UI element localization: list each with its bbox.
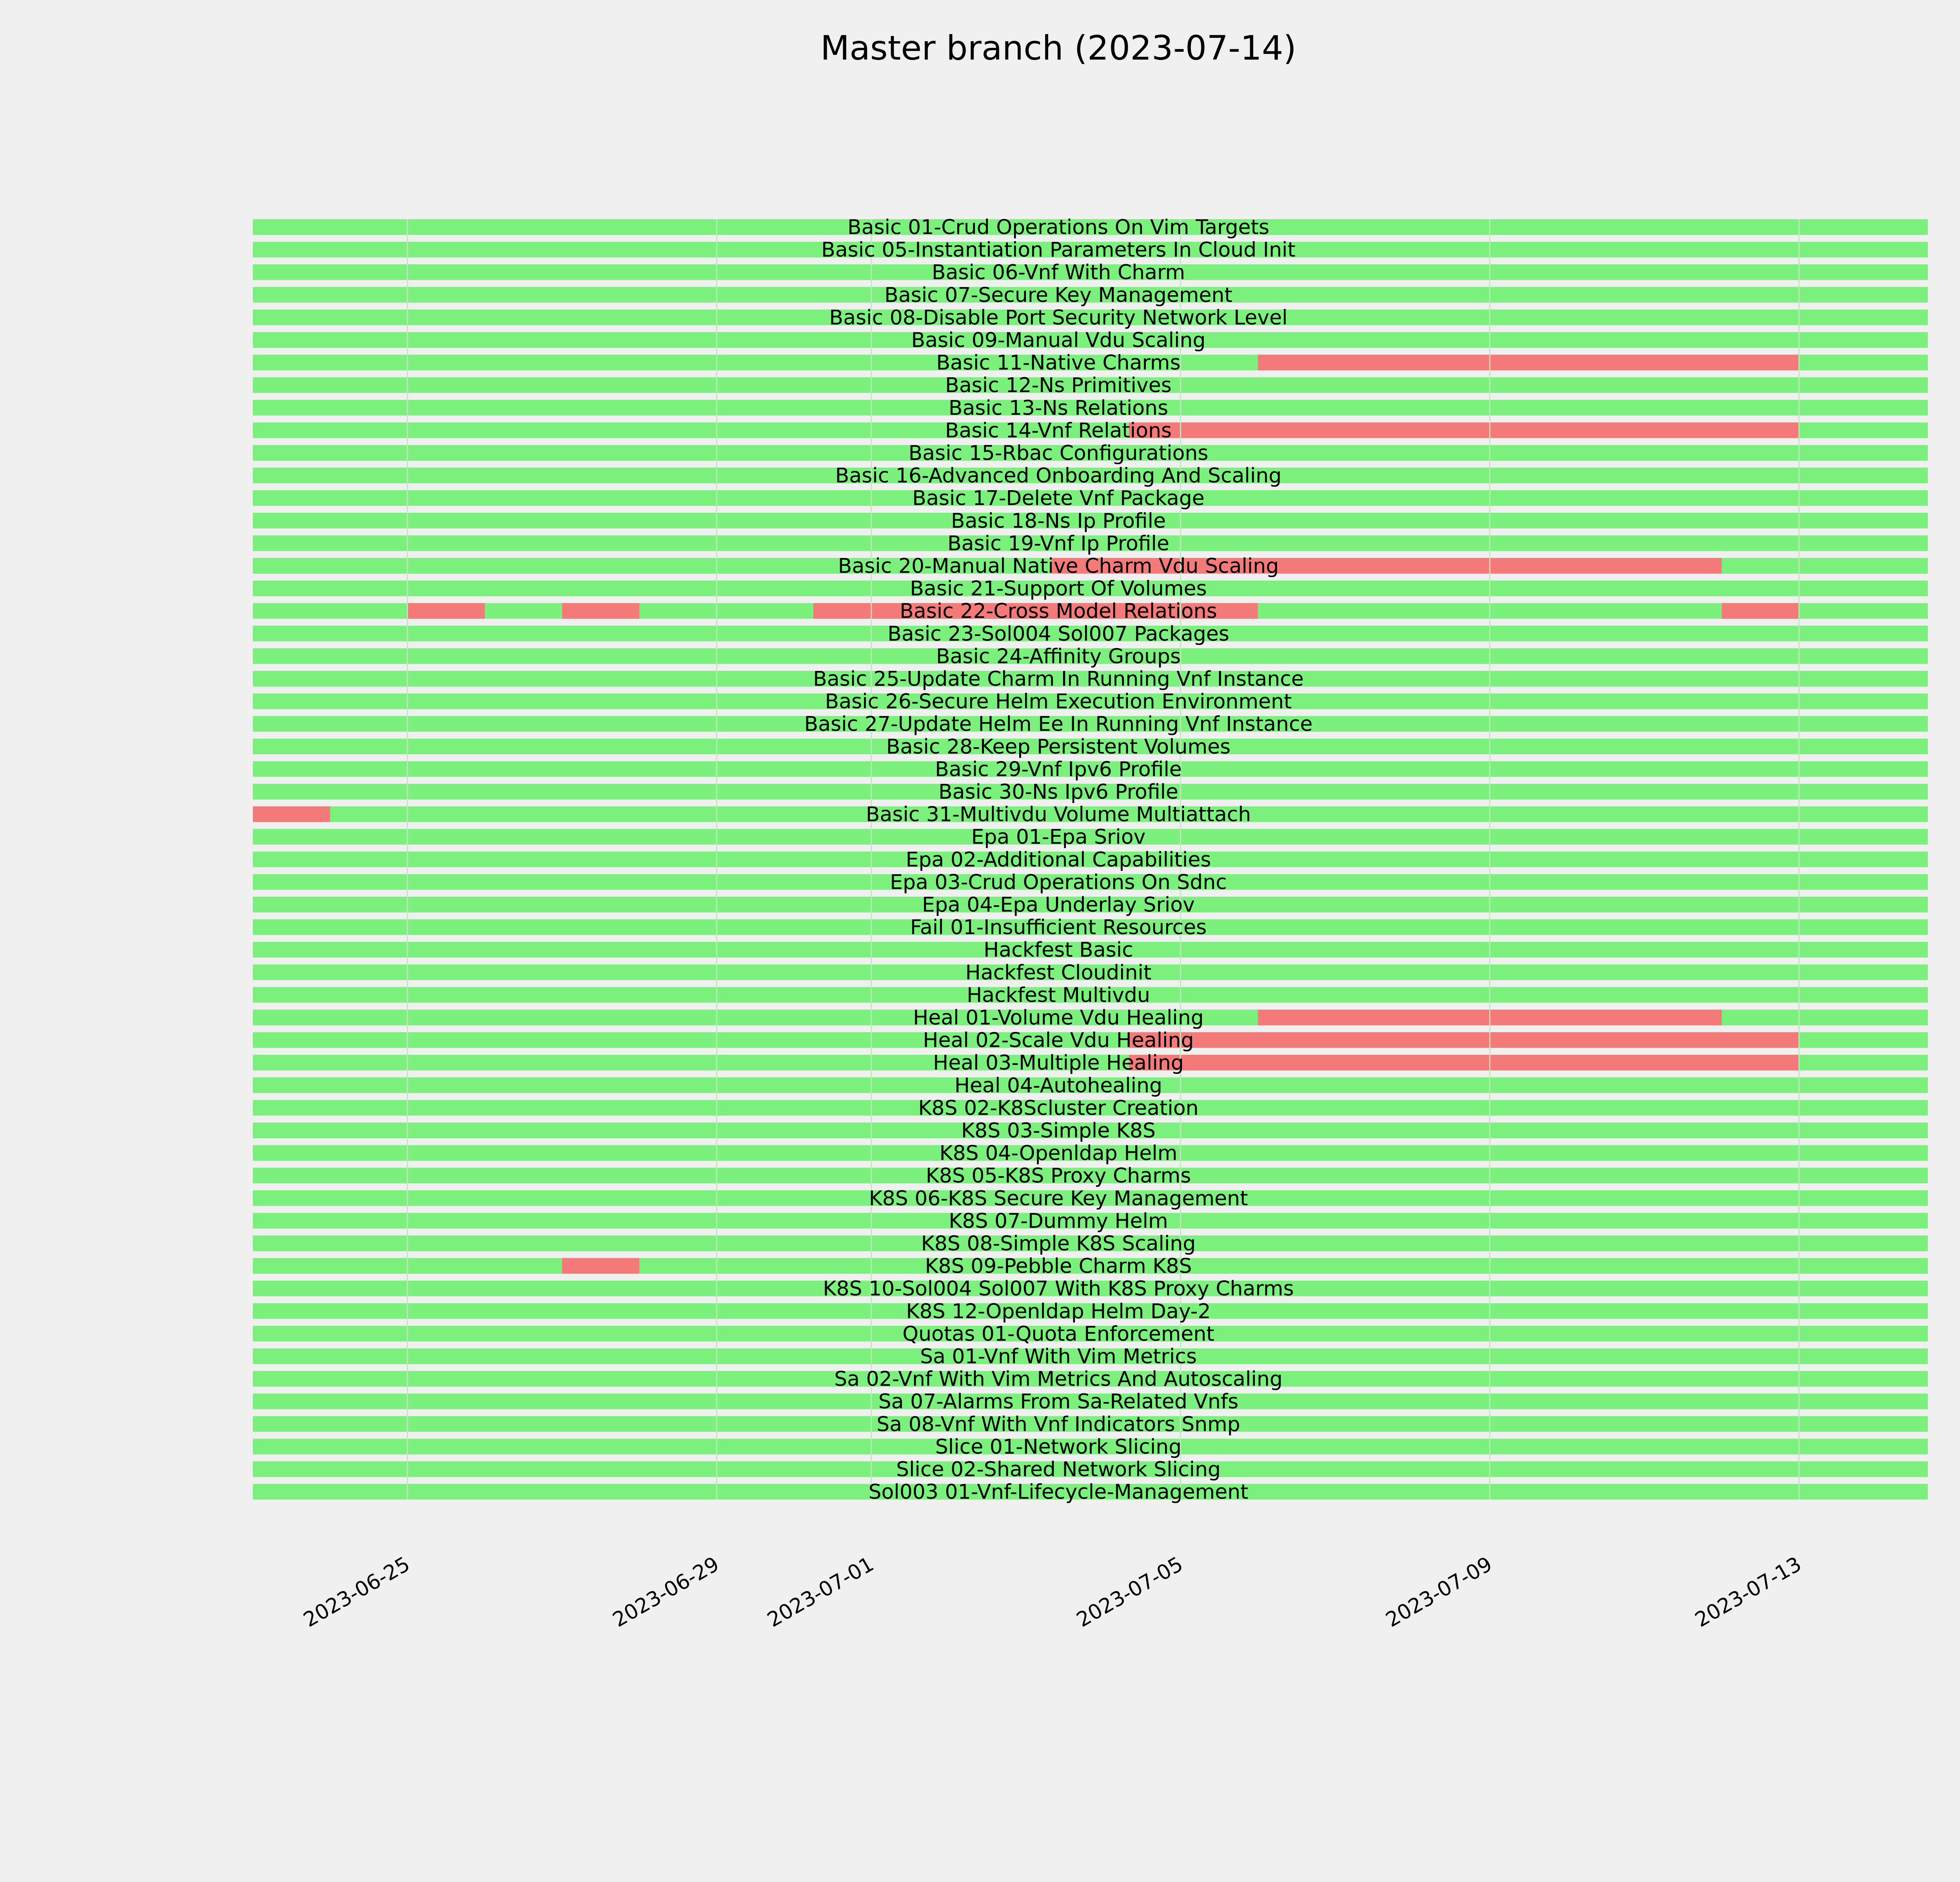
row-label: K8S 04-Openldap Helm (939, 1141, 1178, 1165)
row-label: Heal 04-Autohealing (954, 1074, 1163, 1097)
x-tick-label: 2023-06-29 (609, 1552, 723, 1632)
row-label: K8S 07-Dummy Helm (949, 1209, 1168, 1233)
row-label: Basic 29-Vnf Ipv6 Profile (935, 758, 1182, 781)
fail-bar (562, 1258, 639, 1274)
x-axis-ticks (299, 1552, 1806, 1632)
row-label: Heal 01-Volume Vdu Healing (913, 1006, 1204, 1030)
row-label: Basic 17-Delete Vnf Package (912, 487, 1205, 510)
row-label: Slice 02-Shared Network Slicing (896, 1458, 1221, 1481)
row-label: Basic 12-Ns Primitives (945, 374, 1172, 398)
row-label: Basic 28-Keep Persistent Volumes (886, 735, 1231, 759)
row-label: Basic 07-Secure Key Management (884, 283, 1232, 307)
row-label: Basic 30-Ns Ipv6 Profile (938, 780, 1179, 804)
row-label: Basic 19-Vnf Ip Profile (947, 532, 1170, 556)
row-label: Sa 01-Vnf With Vim Metrics (920, 1345, 1197, 1368)
row-label: Basic 22-Cross Model Relations (900, 599, 1217, 623)
fail-bar (1722, 603, 1799, 619)
row-label: Basic 21-Support Of Volumes (910, 577, 1207, 601)
row-label: K8S 08-Simple K8S Scaling (921, 1232, 1196, 1255)
row-label: Basic 08-Disable Port Security Network Level (829, 306, 1288, 330)
row-label: Basic 23-Sol004 Sol007 Packages (887, 622, 1229, 646)
row-label: Sa 07-Alarms From Sa-Related Vnfs (878, 1390, 1239, 1414)
row-label: Basic 26-Secure Helm Execution Environment (825, 690, 1292, 714)
row-label: Epa 02-Additional Capabilities (906, 848, 1211, 872)
row-label: Slice 01-Network Slicing (935, 1435, 1182, 1459)
row-label: Basic 06-Vnf With Charm (931, 261, 1185, 285)
row-label: Basic 27-Update Helm Ee In Running Vnf Instance (804, 712, 1313, 736)
row-label: K8S 03-Simple K8S (961, 1119, 1156, 1143)
row-label: K8S 02-K8Scluster Creation (918, 1096, 1199, 1120)
row-label: Epa 04-Epa Underlay Sriov (922, 893, 1195, 917)
row-label: Hackfest Multivdu (967, 983, 1150, 1007)
row-label: Basic 18-Ns Ip Profile (951, 509, 1166, 533)
row-label: Basic 09-Manual Vdu Scaling (911, 329, 1206, 352)
row-label: Epa 03-Crud Operations On Sdnc (890, 870, 1227, 894)
x-tick-label: 2023-07-05 (1073, 1552, 1187, 1632)
row-label: Basic 25-Update Charm In Running Vnf Instance (813, 667, 1304, 691)
row-label: Basic 31-Multivdu Volume Multiattach (866, 803, 1251, 827)
row-label: Basic 15-Rbac Configurations (908, 441, 1209, 465)
row-label: Basic 11-Native Charms (936, 351, 1181, 375)
row-label: Quotas 01-Quota Enforcement (902, 1322, 1214, 1346)
row-label: Basic 20-Manual Native Charm Vdu Scaling (838, 554, 1279, 578)
fail-bar (562, 603, 639, 619)
row-label: Hackfest Basic (984, 938, 1133, 962)
x-tick-label: 2023-07-01 (763, 1552, 878, 1632)
row-label: Sa 02-Vnf With Vim Metrics And Autoscaling (834, 1367, 1283, 1391)
fail-bar (407, 603, 485, 619)
fail-bar (253, 807, 330, 822)
row-label: Basic 16-Advanced Onboarding And Scaling (835, 464, 1282, 488)
fail-bar (1129, 1032, 1799, 1048)
row-label: Fail 01-Insufficient Resources (910, 916, 1207, 939)
row-label: Basic 13-Ns Relations (948, 396, 1169, 420)
row-label: K8S 10-Sol004 Sol007 With K8S Proxy Charms (823, 1277, 1294, 1301)
row-label: Epa 01-Epa Sriov (971, 825, 1146, 849)
row-label: Basic 14-Vnf Relations (945, 419, 1172, 443)
fail-bar (1129, 422, 1799, 438)
row-label: Sa 08-Vnf With Vnf Indicators Snmp (877, 1412, 1240, 1436)
row-label: Heal 02-Scale Vdu Healing (923, 1028, 1194, 1052)
row-label: Heal 03-Multiple Healing (933, 1051, 1184, 1075)
x-tick-label: 2023-07-13 (1691, 1552, 1806, 1632)
x-tick-label: 2023-06-25 (299, 1552, 414, 1632)
row-label: K8S 05-K8S Proxy Charms (926, 1164, 1191, 1188)
row-label: K8S 06-K8S Secure Key Management (869, 1186, 1248, 1210)
chart-title: Master branch (2023-07-14) (820, 29, 1297, 68)
row-label: Hackfest Cloudinit (965, 961, 1152, 985)
row-label: Basic 24-Affinity Groups (936, 645, 1181, 669)
row-label: Sol003 01-Vnf-Lifecycle-Management (868, 1480, 1249, 1504)
fail-bar (1129, 1055, 1799, 1070)
row-label: K8S 09-Pebble Charm K8S (925, 1254, 1192, 1278)
row-label: Basic 05-Instantiation Parameters In Cloud Init (821, 238, 1296, 262)
fail-bar (1258, 355, 1799, 371)
x-tick-label: 2023-07-09 (1382, 1552, 1496, 1632)
row-label: Basic 01-Crud Operations On Vim Targets (847, 216, 1270, 239)
row-label: K8S 12-Openldap Helm Day-2 (906, 1299, 1211, 1323)
